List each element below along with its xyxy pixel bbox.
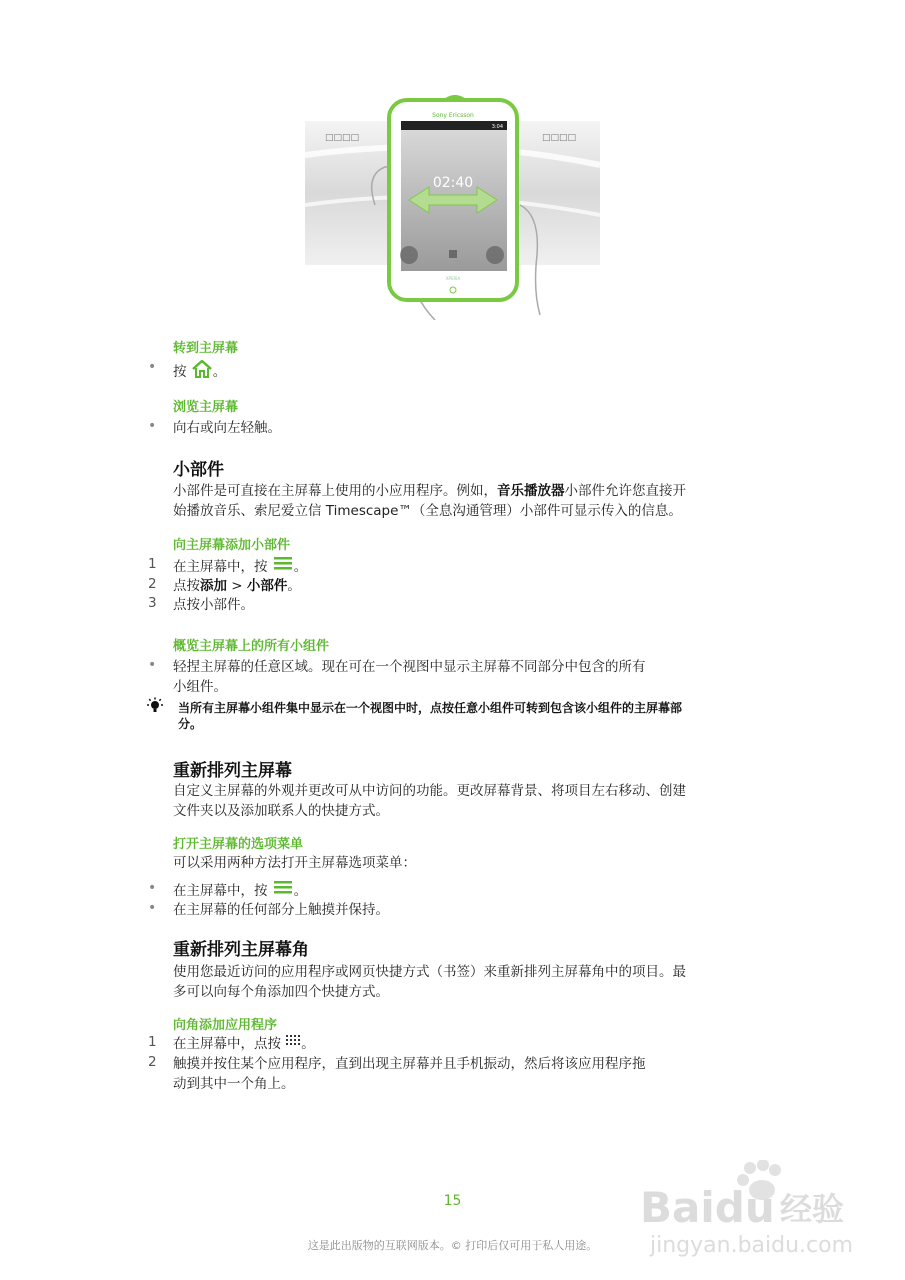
- overview-line2: 小组件。: [173, 679, 227, 695]
- add-app-step2-line1: 触摸并按住某个应用程序，直到出现主屏幕并且手机振动，然后将该应用程序拖: [173, 1056, 646, 1072]
- menu-icon: [272, 556, 294, 578]
- bullet: •: [148, 900, 157, 916]
- brand-label: Sony Ericsson: [432, 112, 474, 119]
- rearrange-title: 重新排列主屏幕: [173, 761, 292, 781]
- overview-text: [173, 657, 763, 697]
- overview-line1: 轻捏主屏幕的任意区域。现在可在一个视图中显示主屏幕不同部分中包含的所有: [173, 659, 646, 675]
- add-app-step1-b: 。: [301, 1036, 315, 1052]
- step1-text-a: 在主屏幕中，按: [173, 559, 268, 575]
- widgets-desc-b: 小部件允许您直接开: [564, 483, 686, 499]
- phone-illustration: [305, 95, 600, 320]
- step-number: 2: [148, 1054, 157, 1070]
- watermark-du: du: [714, 1183, 775, 1232]
- step-number: 2: [148, 576, 157, 592]
- add-widget-heading: 向主屏幕添加小部件: [173, 538, 291, 553]
- watermark-cn: 经验: [780, 1190, 845, 1228]
- step-number: 3: [148, 595, 157, 611]
- step2-text-b: 。: [287, 578, 301, 594]
- options-b1-a: 在主屏幕中，按: [173, 883, 268, 899]
- rearrange-desc: [173, 781, 763, 821]
- options-b1-b: 。: [293, 883, 308, 899]
- widgets-title: 小部件: [173, 460, 224, 480]
- options-heading: 打开主屏幕的选项菜单: [173, 837, 304, 852]
- options-intro: 可以采用两种方法打开主屏幕选项菜单：: [173, 855, 416, 871]
- svg-text:Baidu: [640, 1183, 775, 1232]
- baidu-watermark: [640, 1160, 880, 1270]
- svg-text:□□□□: □□□□: [542, 133, 577, 143]
- widgets-desc-bold: 音乐播放器: [497, 483, 565, 499]
- svg-text:□□□□: □□□□: [325, 133, 360, 143]
- add-widget-step-3: 点按小部件。: [173, 597, 254, 613]
- go-home-text-a: 按: [173, 364, 187, 380]
- add-app-step1-a: 在主屏幕中，点按: [173, 1036, 281, 1052]
- tip-line1: 当所有主屏幕小组件集中显示在一个视图中时，点按任意小组件可转到包含该小组件的主屏幕部: [178, 701, 683, 715]
- overview-heading: 概览主屏幕上的所有小组件: [173, 639, 330, 654]
- bottom-brand: XPERIA: [445, 276, 461, 281]
- footer-note: 这是此出版物的互联网版本。© 打印后仅可用于私人用途。: [307, 1239, 598, 1252]
- add-app-step2-line2: 动到其中一个角上。: [173, 1076, 295, 1092]
- tip-text: [178, 700, 758, 732]
- watermark-bai: Bai: [640, 1183, 715, 1232]
- go-home-heading: 转到主屏幕: [173, 341, 239, 356]
- corners-line2: 多可以向每个角添加四个快捷方式。: [173, 984, 389, 1000]
- home-icon: [191, 359, 213, 385]
- corners-desc: [173, 962, 763, 1002]
- add-widget-step-1: [173, 556, 307, 578]
- status-time: 3:04: [491, 124, 503, 130]
- rearrange-line1: 自定义主屏幕的外观并更改可从中访问的功能。更改屏幕背景、将项目左右移动、创建: [173, 783, 686, 799]
- corners-line1: 使用您最近访问的应用程序或网页快捷方式（书签）来重新排列主屏幕角中的项目。最: [173, 964, 686, 980]
- bullet: •: [148, 880, 157, 896]
- browse-home-text: 向右或向左轻触。: [173, 420, 281, 436]
- add-app-heading: 向角添加应用程序: [173, 1018, 278, 1033]
- rearrange-line2: 文件夹以及添加联系人的快捷方式。: [173, 803, 389, 819]
- add-widget-step-2: [173, 576, 301, 596]
- bullet: •: [148, 418, 157, 434]
- step2-bold-widget: 小部件: [246, 578, 288, 594]
- page-number: 15: [443, 1193, 462, 1209]
- bullet: •: [148, 359, 157, 375]
- browse-home-heading: 浏览主屏幕: [173, 400, 239, 415]
- widgets-desc-a: 小部件是可直接在主屏幕上使用的小应用程序。例如，: [173, 483, 497, 499]
- screen-clock: 02:40: [432, 175, 474, 191]
- add-app-step-2: [173, 1054, 763, 1094]
- step1-text-b: 。: [293, 559, 308, 575]
- step-number: 1: [148, 1034, 157, 1050]
- step2-bold-add: 添加: [200, 578, 227, 594]
- corners-title: 重新排列主屏幕角: [173, 940, 309, 960]
- bullet: •: [148, 657, 157, 673]
- tip-bulb-icon: [146, 697, 164, 719]
- app-grid-icon: [285, 1034, 301, 1054]
- go-home-text-b: 。: [212, 364, 227, 380]
- go-home-text: [173, 359, 226, 385]
- step2-sep: >: [227, 578, 247, 594]
- widgets-desc-line2: 始播放音乐、索尼爱立信 Timescape™（全息沟通管理）小部件可显示传入的信息。: [173, 503, 682, 519]
- tip-line2: 分。: [178, 717, 203, 731]
- step-number: 1: [148, 556, 157, 572]
- widgets-desc: [173, 481, 763, 521]
- options-bullet-2: 在主屏幕的任何部分上触摸并保持。: [173, 902, 389, 918]
- add-app-step-1: [173, 1034, 315, 1054]
- step2-text-a: 点按: [173, 578, 200, 594]
- menu-icon: [272, 880, 294, 902]
- options-bullet-1: [173, 880, 307, 902]
- watermark-url: jingyan.baidu.com: [650, 1233, 854, 1258]
